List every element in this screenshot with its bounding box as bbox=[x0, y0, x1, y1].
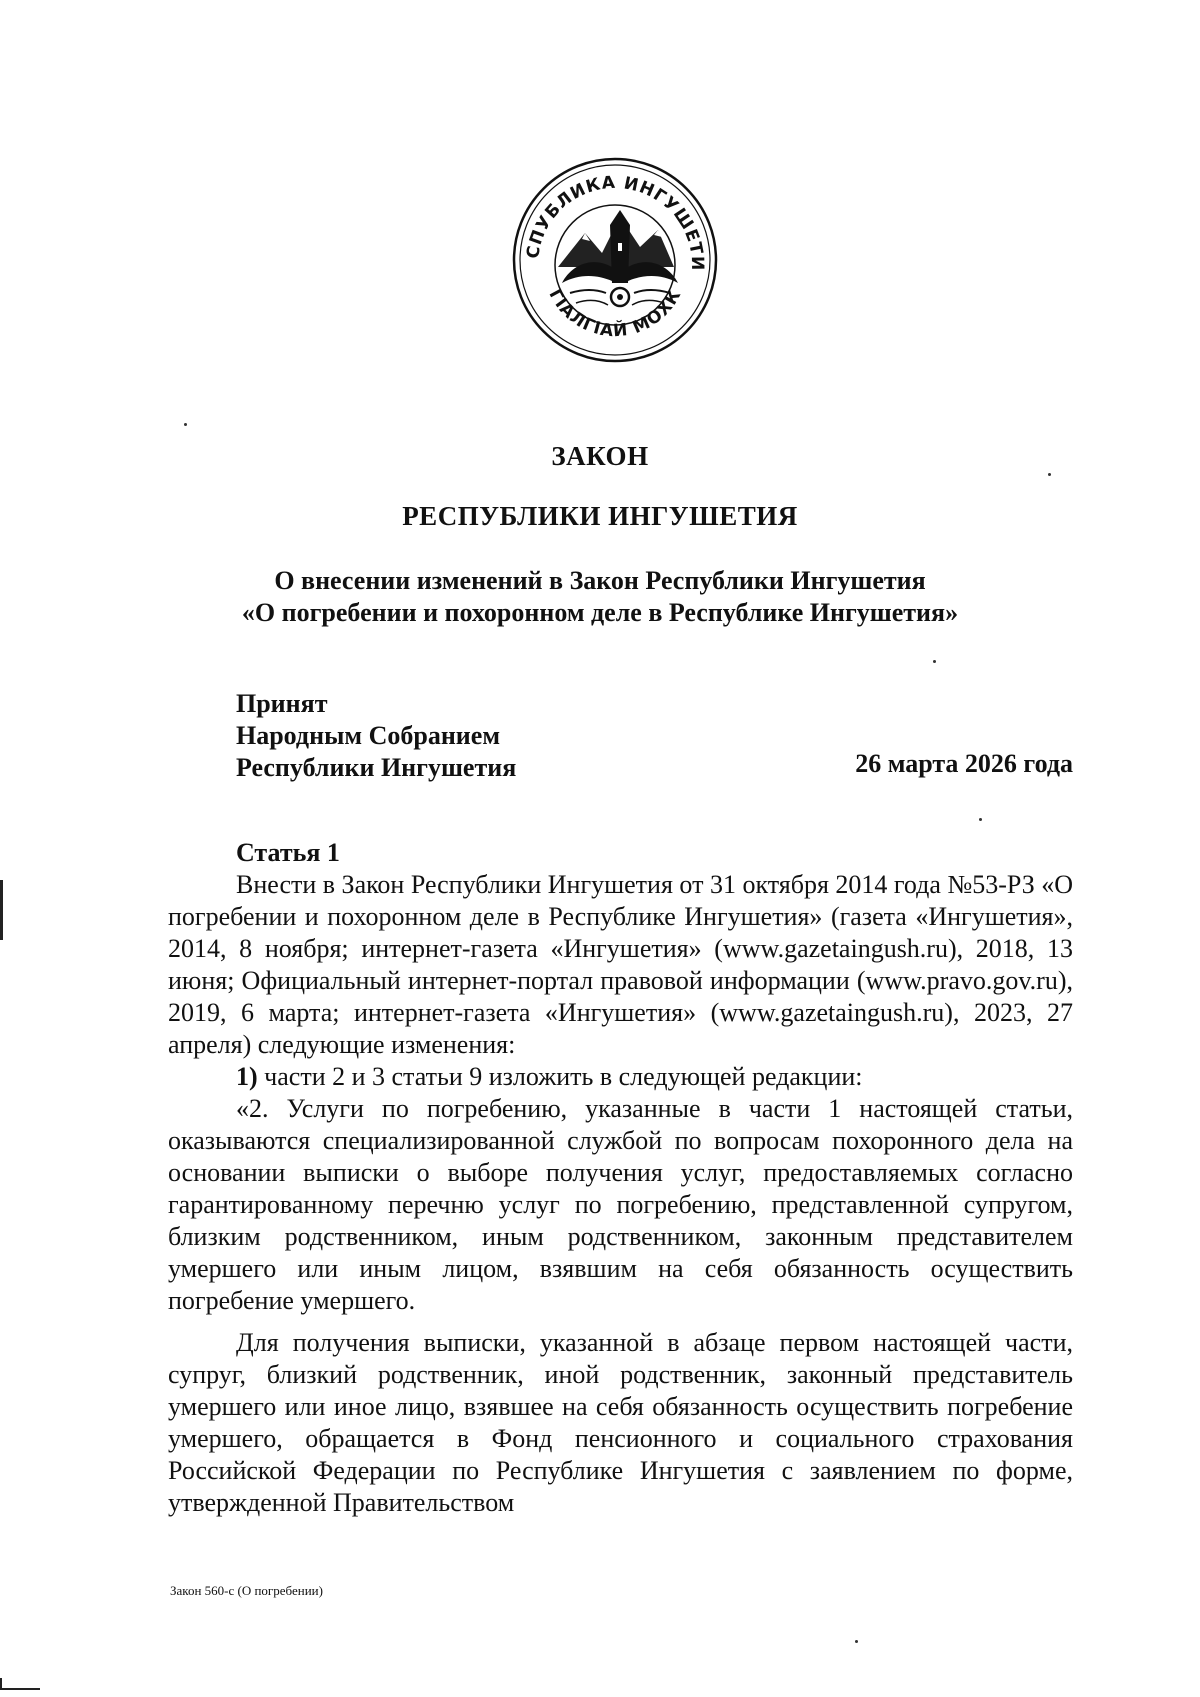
item-1-text: части 2 и 3 статьи 9 изложить в следующей редакции: bbox=[264, 1062, 863, 1091]
law-name-line-1: О внесении изменений в Закон Республики Ингушетия bbox=[274, 566, 926, 595]
adoption-block bbox=[236, 688, 516, 784]
law-name-line-2: «О погребении и похоронном деле в Республике Ингушетия» bbox=[241, 598, 959, 627]
article-item-1 bbox=[168, 1061, 1073, 1093]
article-paragraph-3: Для получения выписки, указанной в абзаце первом настоящей части, супруг, близкий родственник, иной родственник, законный представитель умершего или иное лицо, взявшее на себя обязанность осуществить погребение умершего, обращается в Фонд пенсионного и социального страхования Российской Федерации по Республике Ингушетия с заявлением по форме, утвержденной Правительством bbox=[168, 1328, 1073, 1517]
svg-text:ГІАЛГІАЙ МОХК: ГІАЛГІАЙ МОХК bbox=[544, 285, 686, 342]
scan-speck bbox=[933, 660, 936, 663]
article-heading: Статья 1 bbox=[236, 838, 340, 867]
item-1-number: 1) bbox=[236, 1062, 258, 1091]
coat-of-arms-emblem bbox=[510, 155, 720, 365]
scan-edge-mark bbox=[0, 880, 3, 940]
scan-speck bbox=[1048, 473, 1051, 476]
scan-edge-mark bbox=[0, 1678, 2, 1690]
adoption-line-3: Республики Ингушетия bbox=[236, 753, 517, 782]
adoption-line-1: Принят bbox=[236, 689, 328, 718]
scan-edge-mark bbox=[0, 1688, 40, 1690]
scan-speck bbox=[979, 818, 982, 821]
adoption-date: 26 марта 2026 года bbox=[855, 749, 1073, 778]
document-subtitle: РЕСПУБЛИКИ ИНГУШЕТИЯ bbox=[402, 501, 798, 531]
scan-speck bbox=[184, 423, 187, 426]
document-title: ЗАКОН bbox=[551, 441, 649, 471]
scan-speck bbox=[855, 1640, 858, 1643]
footer-note: Закон 560-с (О погребении) bbox=[170, 1583, 323, 1598]
article-intro-paragraph: Внести в Закон Республики Ингушетия от 31 октября 2014 года №53-РЗ «О погребении и похоронном деле в Республике Ингушетия» (газета «Ингушетия», 2014, 8 ноября; интернет-газета «Ингушетия» (www.gazetaingush.ru), 2018, 13 июня; Официальный интернет-портал правовой информации (www.pravo.gov.ru), 2019, 6 марта; интернет-газета «Ингушетия» (www.gazetaingush.ru), 2023, 27 апреля) следующие изменения: bbox=[168, 870, 1073, 1059]
adoption-line-2: Народным Собранием bbox=[236, 721, 501, 750]
svg-text:РЕСПУБЛИКА ИНГУШЕТИЯ: СПУБЛИКА ИНГУШЕТИ bbox=[523, 172, 708, 272]
article-body bbox=[168, 869, 1073, 1519]
article-paragraph-2: «2. Услуги по погребению, указанные в части 1 настоящей статьи, оказываются специализированной службой по вопросам похоронного дела на основании выписки о выборе получения услуг, предоставляемых согласно гарантированному перечню услуг по погребению, представленной супругом, близким родственником, иным родственником, законным представителем умершего или иным лицом, взявшим на себя обязанность осуществить погребение умершего. bbox=[168, 1094, 1073, 1315]
